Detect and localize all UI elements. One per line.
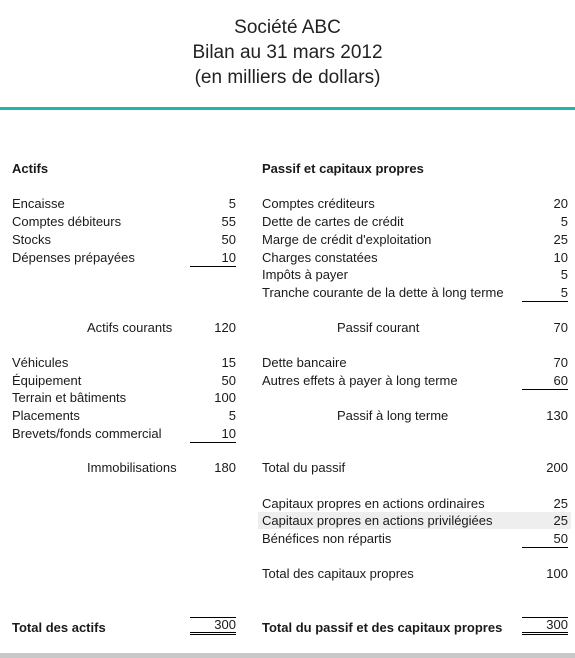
asset-value: 50: [221, 373, 236, 388]
asset-label: Véhicules: [12, 355, 69, 370]
equity-value: 50: [522, 531, 568, 548]
liability-value: 70: [553, 355, 568, 370]
assets-heading: Actifs: [12, 161, 49, 176]
header-divider: [0, 107, 575, 110]
equity-label: Capitaux propres en actions ordinaires: [262, 496, 485, 511]
total-assets-label: Total des actifs: [12, 620, 106, 635]
fixed-assets-label: Immobilisations: [87, 460, 177, 475]
asset-label: Dépenses prépayées: [12, 250, 135, 265]
equity-label: Capitaux propres en actions privilégiées: [262, 513, 493, 528]
current-liabilities-value: 70: [553, 320, 568, 335]
asset-value: 55: [221, 214, 236, 229]
asset-value: 10: [190, 426, 236, 443]
longterm-liabilities-value: 130: [546, 408, 568, 423]
current-assets-label: Actifs courants: [87, 320, 173, 335]
asset-label: Placements: [12, 408, 80, 423]
total-equity-label: Total des capitaux propres: [262, 566, 414, 581]
total-assets-value: 300: [190, 617, 236, 635]
asset-label: Brevets/fonds commercial: [12, 426, 162, 441]
asset-label: Équipement: [12, 373, 82, 388]
liability-label: Charges constatées: [262, 250, 378, 265]
company-name: Société ABC: [234, 17, 341, 38]
liability-value: 5: [560, 214, 568, 229]
asset-label: Terrain et bâtiments: [12, 390, 127, 405]
current-assets-value: 120: [214, 320, 236, 335]
liability-label: Autres effets à payer à long terme: [262, 373, 458, 388]
equity-value: 25: [553, 513, 568, 528]
liability-value: 10: [553, 250, 568, 265]
asset-value: 50: [221, 232, 236, 247]
asset-value: 5: [228, 196, 236, 211]
asset-label: Stocks: [12, 232, 52, 247]
liability-value: 25: [553, 232, 568, 247]
liability-label: Impôts à payer: [262, 267, 348, 282]
total-liabilities-equity-value: 300: [522, 617, 568, 635]
liability-value: 60: [522, 373, 568, 390]
asset-value: 5: [228, 408, 236, 423]
liability-label: Dette de cartes de crédit: [262, 214, 404, 229]
liability-value: 5: [522, 285, 568, 302]
liability-label: Tranche courante de la dette à long terme: [262, 285, 504, 300]
liability-label: Marge de crédit d'exploitation: [262, 232, 432, 247]
statement-units: (en milliers de dollars): [194, 67, 381, 88]
liability-label: Comptes créditeurs: [262, 196, 375, 211]
fixed-assets-value: 180: [214, 460, 236, 475]
liability-label: Dette bancaire: [262, 355, 347, 370]
liability-value: 20: [553, 196, 568, 211]
longterm-liabilities-label: Passif à long terme: [337, 408, 449, 423]
total-equity-value: 100: [546, 566, 568, 581]
total-liabilities-label: Total du passif: [262, 460, 346, 475]
current-liabilities-label: Passif courant: [337, 320, 420, 335]
asset-label: Comptes débiteurs: [12, 214, 122, 229]
asset-label: Encaisse: [12, 196, 65, 211]
asset-value: 100: [214, 390, 236, 405]
liability-value: 5: [560, 267, 568, 282]
statement-title: Bilan au 31 mars 2012: [192, 42, 383, 63]
liabilities-heading: Passif et capitaux propres: [262, 161, 424, 176]
asset-value: 15: [221, 355, 236, 370]
equity-label: Bénéfices non répartis: [262, 531, 392, 546]
equity-value: 25: [553, 496, 568, 511]
total-liabilities-value: 200: [546, 460, 568, 475]
total-liabilities-equity-label: Total du passif et des capitaux propres: [262, 620, 503, 635]
asset-value: 10: [190, 250, 236, 267]
footer-divider: [0, 653, 575, 658]
